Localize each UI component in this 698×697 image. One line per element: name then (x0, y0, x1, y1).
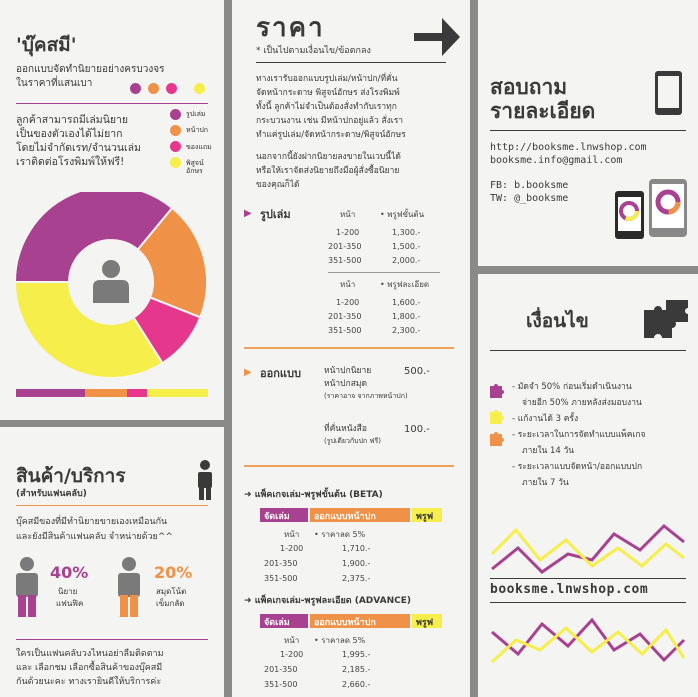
divider (490, 350, 686, 351)
stat-1-label-2: แฟนฟิค (56, 599, 84, 608)
decorative-line-chart (488, 610, 688, 680)
legend-label: พิสูจน์อักษร (186, 159, 204, 176)
cond-3a: - ระยะเวลาในการจัดทำแบบแพ็คเกจ (512, 430, 646, 440)
tablet-mockup-icon (648, 178, 688, 238)
para2-2: หรือให้เราจัดส่งนิยายถึงมือผู้สั่งซื้อนิยาย (256, 166, 400, 176)
stat-2-label-2: เข็มกลัด (156, 599, 185, 608)
divider (16, 103, 208, 104)
conditions-panel (478, 274, 698, 697)
tagline-2: ในราคาที่แสนเบา (16, 78, 93, 89)
cond-3b: ภายใน 14 วัน (522, 446, 575, 456)
pkg-2-title: ➜ แพ็คเกจเล่ม-พรูฟละเอียด (ADVANCE) (244, 596, 411, 606)
price-subtitle: * เป็นไปตามเงื่อนไข/ข้อตกลง (256, 46, 371, 56)
donut-slice (15, 282, 162, 378)
cond-1a: - มัดจำ 50% ก่อนเริ่มดำเนินงาน (512, 382, 632, 392)
conditions-title: เงื่อนไข (526, 310, 589, 332)
person-icon (93, 260, 129, 303)
price-title: ราคา (256, 13, 325, 43)
play-icon: ▶ (244, 367, 252, 378)
dot-yellow (194, 83, 205, 94)
phone-mockup-icon (614, 190, 646, 240)
puzzle-icon (640, 300, 688, 348)
legend-dot-pink (170, 141, 181, 152)
divider (16, 639, 208, 640)
puzzle-piece-icon (488, 430, 504, 446)
legend-label: รูปเล่ม (186, 110, 206, 118)
divider (328, 272, 440, 273)
contact-title-2: รายละเอียด (490, 99, 596, 123)
design-1c: (ราคาอาจ จากภาพหน้าปก) (324, 392, 408, 400)
divider (244, 465, 454, 467)
stat-1-percent: 40% (50, 563, 89, 582)
person-icon (14, 557, 44, 627)
intro-line-1: ลูกค้าสามารถมีเล่มนิยาย (16, 114, 129, 126)
pkg-1-title: ➜ แพ็คเกจเล่ม-พรูฟขั้นต้น (BETA) (244, 490, 383, 500)
tag-proof: พรูฟ (412, 614, 442, 628)
intro-line-3: โดยไม่จำกัดเรท/จำนวนเล่ม (16, 142, 141, 154)
website-link[interactable]: http://booksme.lnwshop.com (490, 142, 647, 153)
puzzle-piece-icon (488, 408, 504, 424)
cond-2: - แก้งานได้ 3 ครั้ง (512, 414, 579, 424)
para1-2: จัดหน้ากระดาษ พิสูจน์อักษร ส่งโรงพิมพ์ (256, 88, 400, 98)
contact-panel (478, 0, 698, 266)
design-2b: (รูปเดียวกับปก ฟรี) (324, 437, 381, 445)
para2-3: ของคุณก็ได้ (256, 180, 300, 190)
tag-book: จัดเล่ม (260, 508, 308, 522)
contact-title-1: สอบถาม (490, 75, 568, 99)
goods-subtitle: (สำหรับแฟนคลับ) (16, 489, 87, 499)
intro-line-2: เป็นของตัวเองได้ไม่ยาก (16, 128, 123, 140)
stat-2-percent: 20% (154, 563, 193, 582)
footer-1: ใครเป็นแฟนคลับวงไหนอย่าลืมติดตาม (16, 649, 164, 659)
divider (490, 602, 686, 603)
legend-dot-orange (170, 125, 181, 136)
divider (244, 347, 454, 349)
color-bar (16, 389, 208, 397)
play-icon: ▶ (244, 208, 252, 219)
left-panel (0, 0, 224, 420)
person-icon (195, 460, 215, 500)
arrow-right-icon (412, 14, 462, 60)
brand-title: 'บุ๊คสมี' (16, 34, 77, 56)
facebook-link[interactable]: FB: b.booksme (490, 180, 569, 191)
divider (490, 130, 686, 131)
design-2a: ที่คั่นหนังสือ (324, 424, 367, 434)
design-1-price: 500.- (404, 366, 430, 377)
legend-dot-yellow (170, 157, 181, 168)
legend-dot-purple (170, 109, 181, 120)
services-donut-chart (0, 192, 224, 402)
goods-panel (0, 427, 224, 697)
tag-book: จัดเล่ม (260, 614, 308, 628)
twitter-link[interactable]: TW: @_booksme (490, 193, 569, 204)
goods-title: สินค้า/บริการ (16, 465, 126, 487)
goods-desc-2: และยังมีสินค้าแฟนคลับ จำหน่ายด้วย^^ (16, 532, 173, 542)
goods-desc-1: บุ๊คสมีของที่มีทำนิยายขายเองเหมือนกัน (16, 517, 168, 527)
design-1a: หน้าปกนิยาย (324, 366, 372, 376)
cond-1b: จ่ายอีก 50% ภายหลังส่งมอบงาน (522, 398, 642, 408)
shop-url[interactable]: booksme.lnwshop.com (490, 582, 649, 597)
para1-4: กระบวนงาน เช่น มีหน้าปกอยู่แล้ว สั่งเรา (256, 116, 404, 126)
footer-2: และ เลือกชม เลือกซื้อสินค้าของบุ๊คสมี (16, 663, 163, 673)
phone-icon (654, 70, 684, 116)
tag-proof: พรูฟ (412, 508, 442, 522)
email-link[interactable]: booksme.info@gmail.com (490, 155, 623, 166)
tag-cover: ออกแบบหน้าปก (310, 508, 410, 522)
cond-4b: ภายใน 7 วัน (522, 478, 569, 488)
tagline-1: ออกแบบจัดทำนิยายอย่างครบวงจร (16, 64, 165, 75)
legend-label: ของแถม (186, 143, 212, 151)
stat-2-label-1: สมุดโน้ต (156, 587, 187, 596)
book-label: รูปเล่ม (260, 208, 291, 221)
legend-label: หน้าปก (186, 126, 209, 134)
puzzle-piece-icon (488, 382, 504, 398)
para2-1: นอกจากนี้ยังฝากนิยายลงขายในเวบนี้ได้ (256, 152, 401, 162)
design-label: ออกแบบ (260, 367, 301, 380)
divider (490, 578, 686, 579)
price-panel: ราคา * เป็นไปตามเงื่อนไข/ข้อตกลง ทางเรารับออกแบบรูปเล่ม/หน้าปก/ที่คั่น จัดหน้ากระดาษ พิสูจน์อักษร ส่งโรงพิมพ์ ทั้งนี้ ลูกค้าไม่จำเป็นต้องสั่งทำกับเราทุก กระบวนงาน เช่น มีหน้าปกอยู่แล้ว สั่งเรา ทำแค่รูปเล่ม/จัดหน้ากระดาษ/พิสูจน์อักษร นอกจากนี้ยังฝากนิยายลงขายในเวบนี้ได้ หรือให้เราจัดส่งนิยายถึงมือผู้สั่งซื้อนิยาย ของคุณก็ได้ ▶ รูปเล่ม หน้า • พรูฟขั้นต้น 1-200 1,300.- 201-350 1,500.- 351-500 2,000.- หน้า • พรูฟละเอียด 1-200 1,600.- 201-350 1,800.- 351-500 2,300.- ▶ ออกแบบ หน้าปกนิยาย หน้าปกสมุด (ราคาอาจ จากภาพหน้าปก) 500.- ที่คั่นหนังสือ (รูปเดียวกับปก ฟรี) 100.- ➜ แพ็คเกจเล่ม-พรูฟขั้นต้น (BETA) จัดเล่ม ออกแบบหน้าปก พรูฟ หน้า • ราคาลด 5% 1-200 1,710.- 201-350 1,900.- 351-500 2,375.- ➜ แพ็คเกจเล่ม-พรูฟละเอียด (ADVANCE) จัดเล่ม ออกแบบหน้าปก พรูฟ หน้า • ราคาลด 5% 1-200 1,995.- 201-350 2,185.- 351-500 2,660.- (232, 0, 470, 697)
intro-line-4: เราติดต่อโรงพิมพ์ให้ฟรี! (16, 156, 125, 168)
divider (16, 505, 208, 506)
decorative-line-chart (488, 514, 688, 584)
stat-1-label-1: นิยาย (58, 587, 78, 596)
design-1b: หน้าปกสมุด (324, 379, 368, 389)
dot-pink (166, 83, 177, 94)
para1-3: ทั้งนี้ ลูกค้าไม่จำเป็นต้องสั่งทำกับเราทุก (256, 102, 397, 112)
divider (256, 62, 446, 63)
design-2-price: 100.- (404, 424, 430, 435)
para1-1: ทางเรารับออกแบบรูปเล่ม/หน้าปก/ที่คั่น (256, 74, 398, 84)
dot-orange (148, 83, 159, 94)
para1-5: ทำแค่รูปเล่ม/จัดหน้ากระดาษ/พิสูจน์อักษร (256, 130, 406, 140)
footer-3: กันด้วยนะคะ ทางเรายินดีให้บริการค่ะ (16, 677, 162, 687)
tag-cover: ออกแบบหน้าปก (310, 614, 410, 628)
cond-4a: - ระยะเวลาแบบจัดหน้า/ออกแบบปก (512, 462, 643, 472)
dot-purple (130, 83, 141, 94)
person-icon (116, 557, 146, 627)
